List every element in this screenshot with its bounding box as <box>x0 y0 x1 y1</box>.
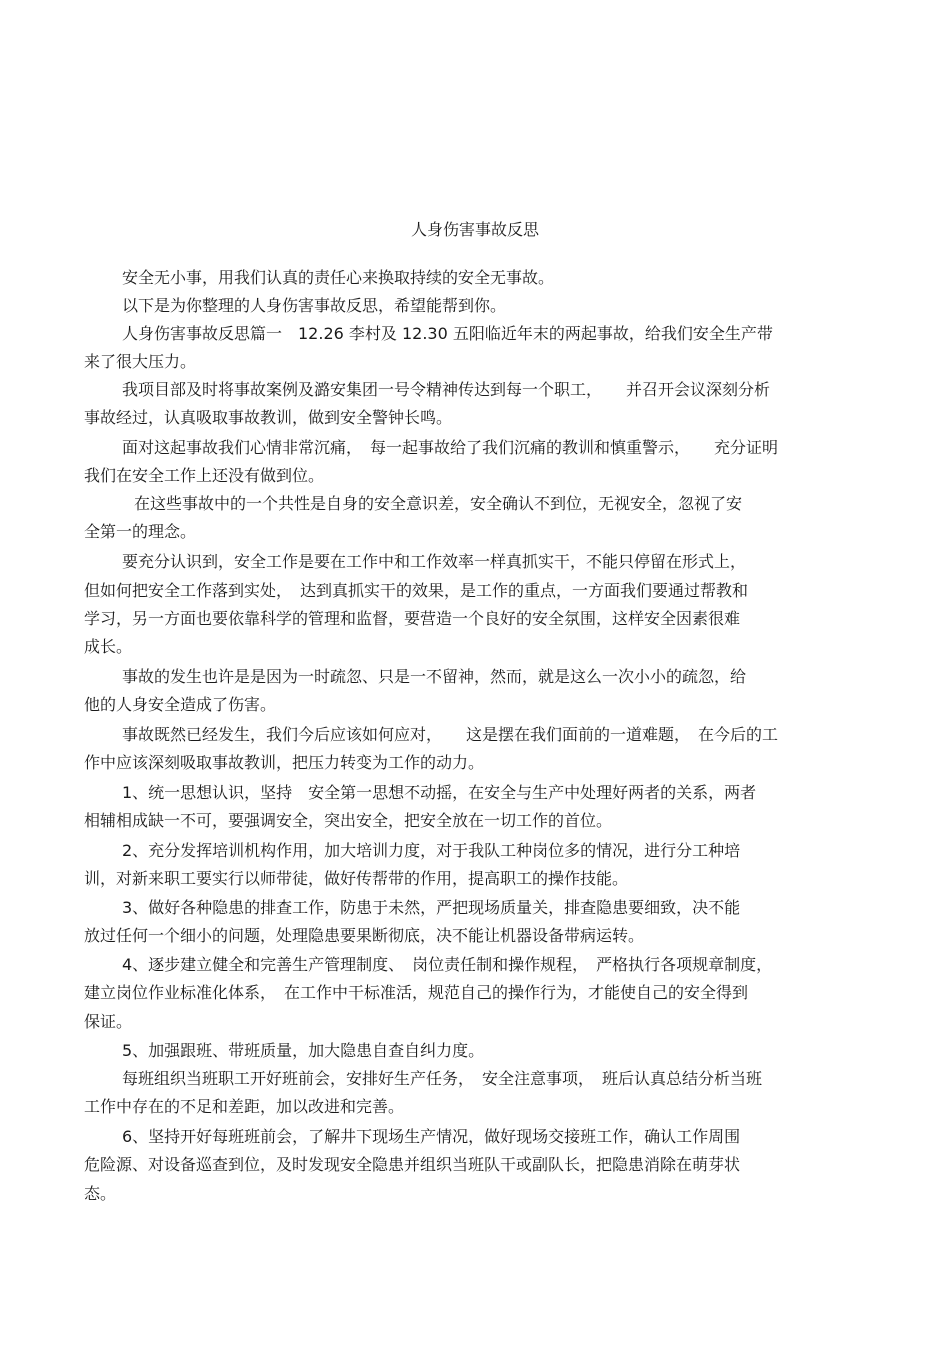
paragraph-line: 作中应该深刻吸取事故教训，把压力转变为工作的动力。 <box>84 753 485 772</box>
paragraph-line: 安全无小事，用我们认真的责任心来换取持续的安全无事故。 <box>122 268 555 287</box>
paragraph-line: 成长。 <box>84 637 133 656</box>
paragraph-line: 工作中存在的不足和差距，加以改进和完善。 <box>84 1097 405 1116</box>
paragraph-line: 4、逐步建立健全和完善生产管理制度、 岗位责任制和操作规程， 严格执行各项规章制度， <box>122 955 773 974</box>
paragraph-line: 以下是为你整理的人身伤害事故反思，希望能帮到你。 <box>122 296 507 315</box>
paragraph-line: 事故经过，认真吸取事故教训，做到安全警钟长鸣。 <box>84 408 453 427</box>
paragraph-line: 人身伤害事故反思篇一 12.26 李村及 12.30 五阳临近年末的两起事故，给我们安全生产带 <box>122 324 773 343</box>
paragraph-line: 每班组织当班职工开好班前会，安排好生产任务， 安全注意事项， 班后认真总结分析当班 <box>122 1069 763 1088</box>
paragraph-line: 学习，另一方面也要依靠科学的管理和监督，要营造一个良好的安全氛围，这样安全因素很难 <box>84 609 741 628</box>
paragraph-line: 保证。 <box>84 1012 133 1031</box>
paragraph-line: 态。 <box>84 1184 117 1203</box>
paragraph-line: 要充分认识到，安全工作是要在工作中和工作效率一样真抓实干，不能只停留在形式上， <box>122 552 747 571</box>
paragraph-line: 建立岗位作业标准化体系， 在工作中干标准活，规范自己的操作行为，才能使自己的安全得到 <box>84 983 749 1002</box>
paragraph-line: 6、坚持开好每班班前会，了解井下现场生产情况，做好现场交接班工作，确认工作周围 <box>122 1127 741 1146</box>
paragraph-line: 相辅相成缺一不可，要强调安全，突出安全，把安全放在一切工作的首位。 <box>84 811 613 830</box>
paragraph-line: 但如何把安全工作落到实处， 达到真抓实干的效果，是工作的重点，一方面我们要通过帮教和 <box>84 581 749 600</box>
paragraph-line: 来了很大压力。 <box>84 352 197 371</box>
paragraph-line: 3、做好各种隐患的排查工作，防患于未然，严把现场质量关，排查隐患要细致，决不能 <box>122 898 741 917</box>
paragraph-line: 1、统一思想认识，坚持 安全第一思想不动摇，在安全与生产中处理好两者的关系，两者 <box>122 783 757 802</box>
paragraph-line: 2、充分发挥培训机构作用，加大培训力度，对于我队工种岗位多的情况，进行分工种培 <box>122 841 741 860</box>
paragraph-line: 在这些事故中的一个共性是自身的安全意识差，安全确认不到位，无视安全，忽视了安 <box>134 494 743 513</box>
paragraph-line: 5、加强跟班、带班质量，加大隐患自查自纠力度。 <box>122 1041 485 1060</box>
paragraph-line: 我项目部及时将事故案例及潞安集团一号令精神传达到每一个职工， 并召开会议深刻分析 <box>122 380 771 399</box>
paragraph-line: 他的人身安全造成了伤害。 <box>84 695 277 714</box>
paragraph-line: 放过任何一个细小的问题，处理隐患要果断彻底，决不能让机器设备带病运转。 <box>84 926 645 945</box>
paragraph-line: 事故的发生也许是是因为一时疏忽、只是一不留神，然而，就是这么一次小小的疏忽，给 <box>122 667 747 686</box>
document-title: 人身伤害事故反思 <box>410 220 539 239</box>
paragraph-line: 我们在安全工作上还没有做到位。 <box>84 466 325 485</box>
paragraph-line: 事故既然已经发生，我们今后应该如何应对， 这是摆在我们面前的一道难题， 在今后的工 <box>122 725 779 744</box>
paragraph-line: 面对这起事故我们心情非常沉痛， 每一起事故给了我们沉痛的教训和慎重警示， 充分证明 <box>122 438 779 457</box>
paragraph-line: 全第一的理念。 <box>84 522 197 541</box>
paragraph-line: 训，对新来职工要实行以师带徒，做好传帮带的作用，提高职工的操作技能。 <box>84 869 629 888</box>
paragraph-line: 危险源、对设备巡查到位，及时发现安全隐患并组织当班队干或副队长，把隐患消除在萌芽状 <box>84 1155 741 1174</box>
